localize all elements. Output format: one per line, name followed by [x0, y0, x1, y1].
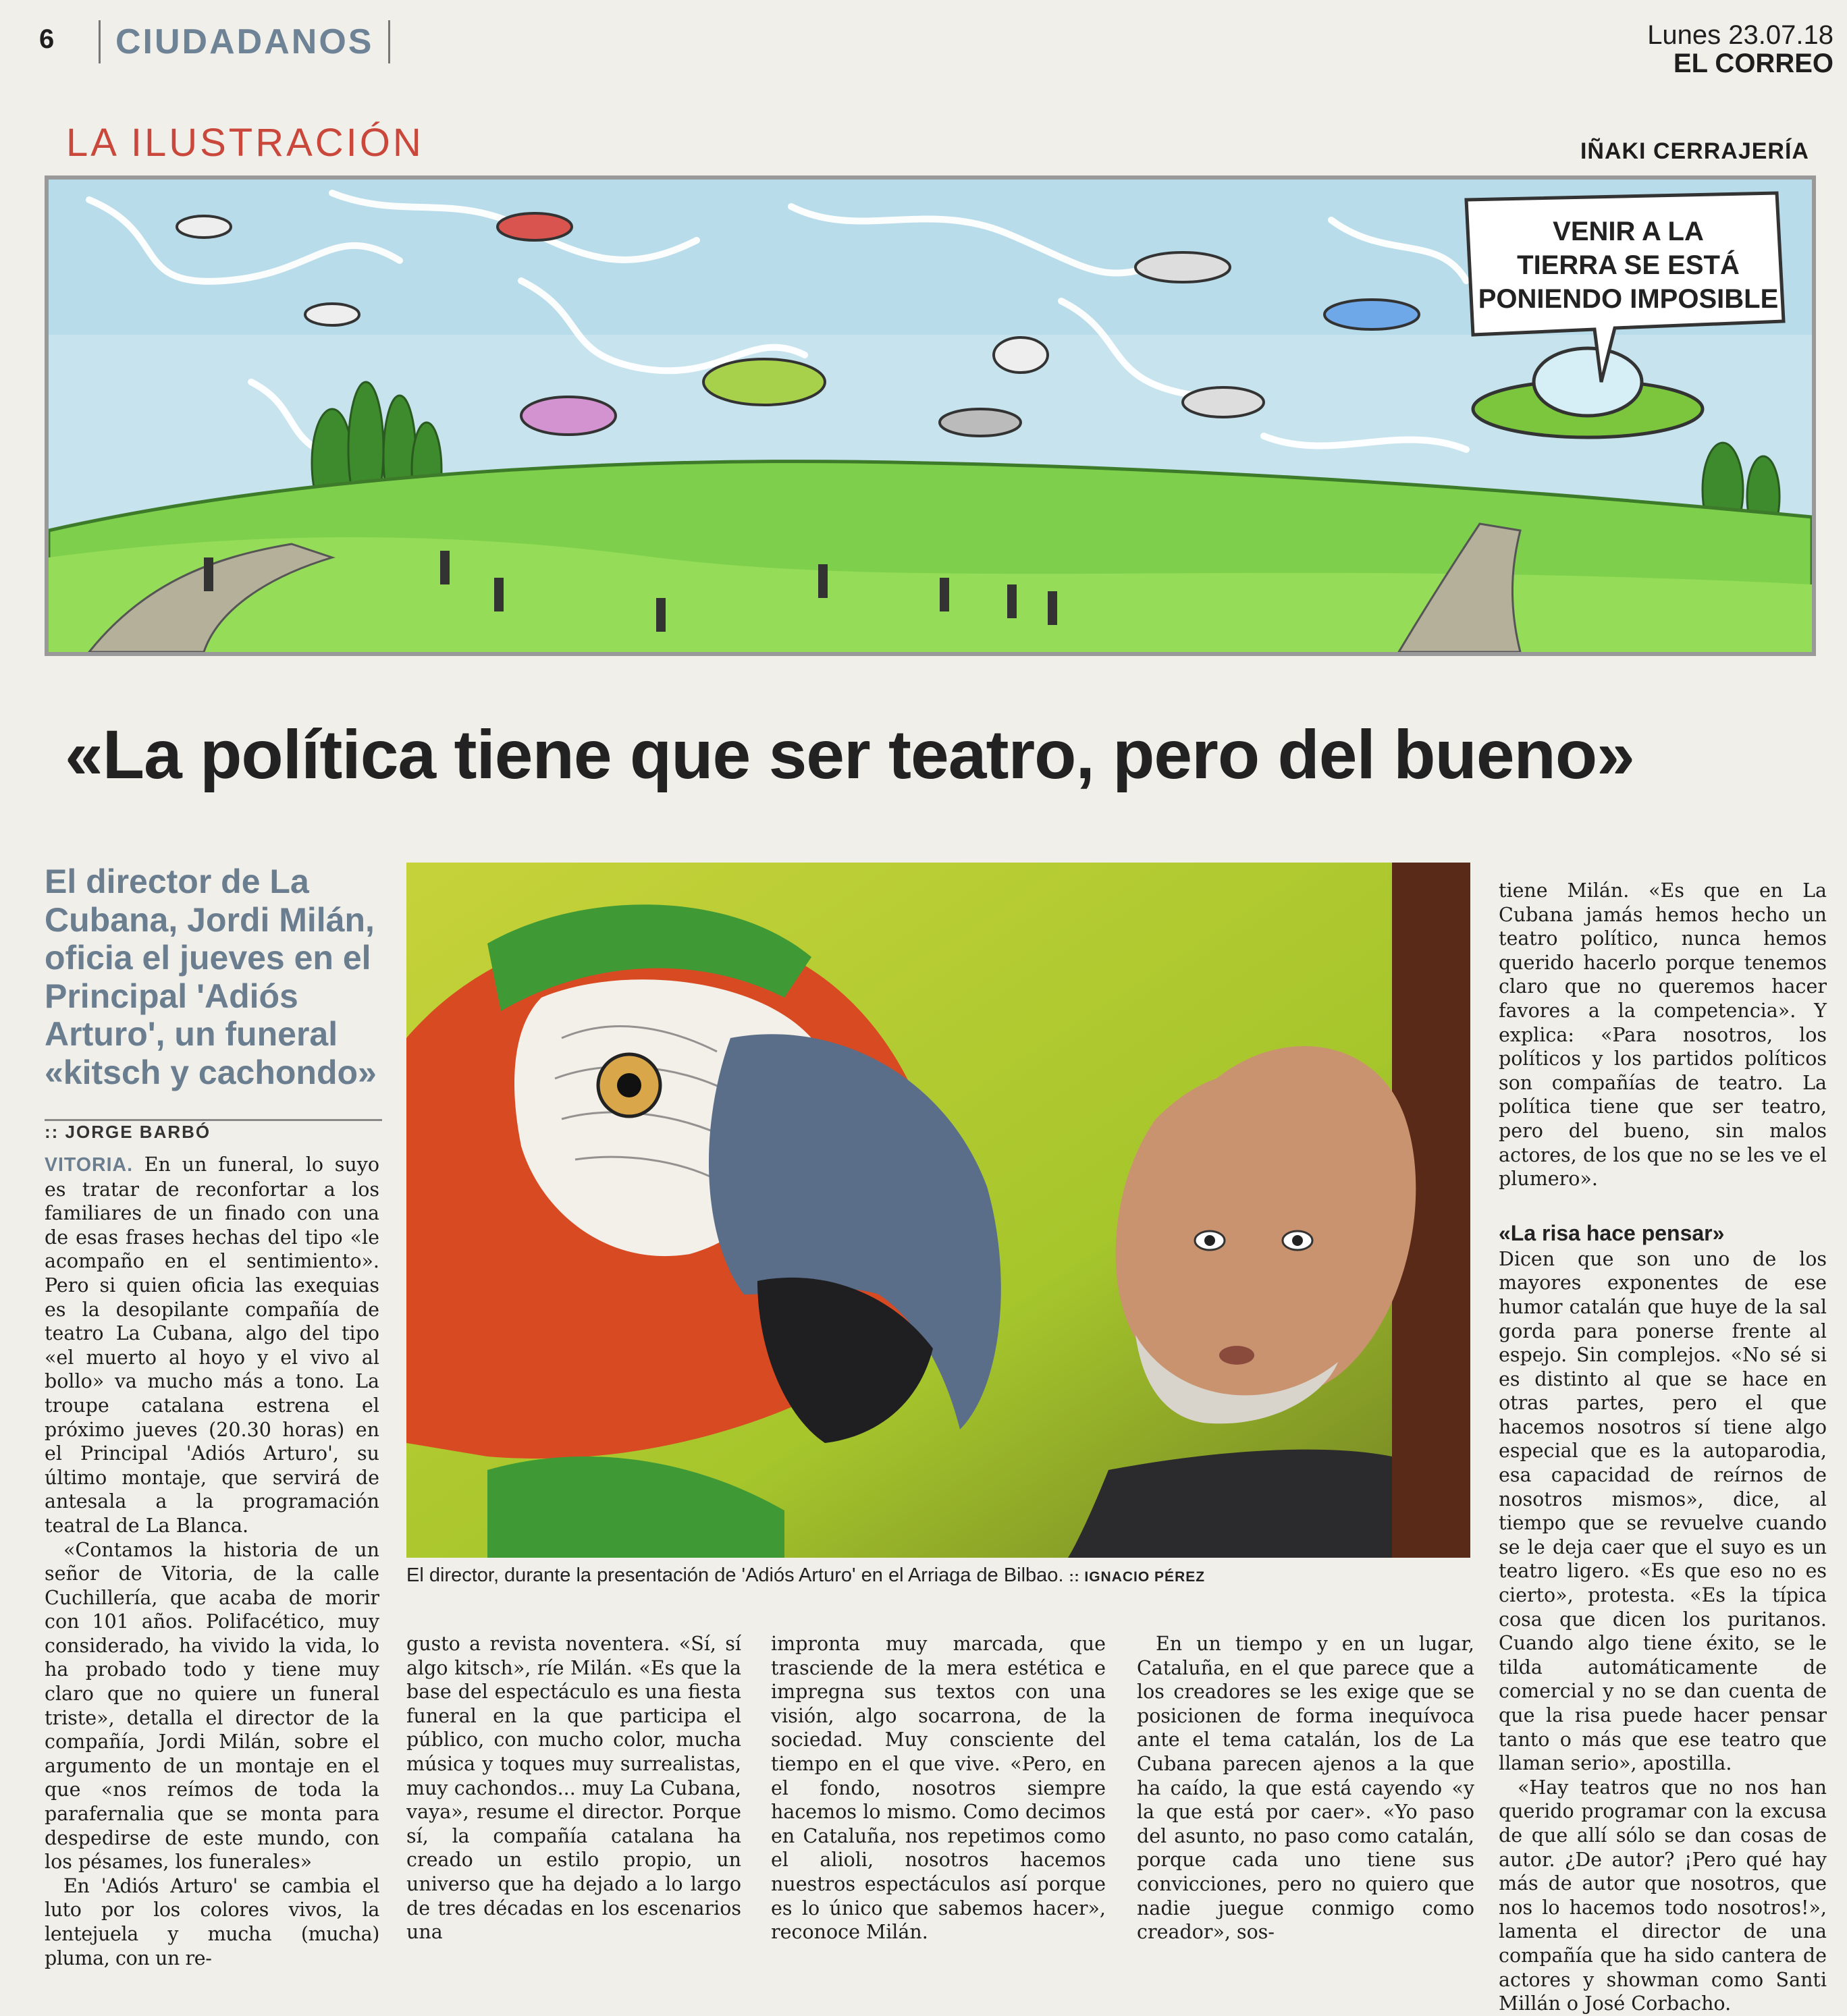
issue-date: Lunes 23.07.18 [1647, 20, 1833, 50]
byline: :: JORGE BARBÓ [45, 1122, 211, 1142]
speech-line-3: PONIENDO IMPOSIBLE [1478, 284, 1779, 314]
article-column-5 [1499, 879, 1827, 2016]
page-number: 6 [39, 24, 55, 54]
article-column-2 [406, 1632, 741, 1944]
paragraph: impronta muy marcada, que trasciende de la mera estética e impregna sus textos con una visión, algo socarrona, de la sociedad. Muy consciente del tiempo en el que vive. «Pero, en el fondo, nosotros siempre hacemos lo mismo. Como decimos en Cataluña, nos repetimos como el alioli, nosotros hacemos nuestros espectáculos así porque es lo único que sabemos hacer», reconoce Milán. [771, 1633, 1106, 1944]
paragraph: VITORIA. En un funeral, lo suyo es tratar de reconfortar a los familiares de un finado con una de esas frases hechas del tipo «le acompaño en el sentimiento». Pero si quien oficia las exequias es la desopilante compañía de teatro La Cubana, algo del tipo «el muerto al hoyo y el vivo al bollo» va mucho más a tono. La troupe catalana estrena el próximo jueves (20.30 horas) en el Principal 'Adiós Arturo', su último montaje, que servirá de antesala a la programación teatral de La Blanca. [45, 1153, 379, 1537]
paragraph: tiene Milán. «Es que en La Cubana jamás hemos hecho un teatro político, nunca hemos querido hacerlo porque tenemos claro que no queremos hacer favores a la competencia». Y explica: «Para nosotros, los políticos y los partidos políticos son compañías de teatro. La política tiene que ser teatro, pero del bueno, sin malos actores, de los que no se les ve el plumero». [1499, 879, 1827, 1191]
newspaper-name: EL CORREO [1673, 49, 1833, 78]
cartoon-drawing [49, 180, 1812, 652]
dateline: VITORIA. [45, 1154, 133, 1176]
paragraph: «Contamos la historia de un señor de Vitoria, de la calle Cuchillería, que acaba de morir con 101 años. Polifacético, muy considerado, ha vivido la vida, lo ha probado todo y tiene muy claro que no quiere un funeral triste», detalla el director de la compañía, Jordi Milán, sobre el argumento de un montaje en el que «nos reímos de toda la parafernalia que se monta para despedirse de este mundo, con los pésames, los funerales» [45, 1538, 379, 1874]
illustration-kicker: LA ILUSTRACIÓN [66, 121, 424, 165]
paragraph: En 'Adiós Arturo' se cambia el luto por los colores vivos, la lentejuela y mucha (mucha) pluma, con un re- [45, 1874, 379, 1969]
photo-caption: El director, durante la presentación de 'Adiós Arturo' en el Arriaga de Bilbao. :: IGNACIO PÉREZ [406, 1564, 1206, 1586]
crosshead: «La risa hace pensar» [1499, 1220, 1725, 1245]
section-title: CIUDADANOS [115, 22, 374, 61]
headline: «La política tiene que ser teatro, pero del bueno» [65, 716, 1634, 793]
article-column-1 [45, 1153, 379, 1970]
illustrator-credit: IÑAKI CERRAJERÍA [1580, 138, 1809, 164]
photo-parrot-and-director [406, 863, 1470, 1558]
article-column-3 [771, 1632, 1106, 1944]
speech-line-1: VENIR A LA [1553, 217, 1704, 246]
article-column-4 [1137, 1632, 1474, 1944]
paragraph: «Hay teatros que no nos han querido programar con la excusa de que allí sólo se dan cosas de autor. ¿De autor? ¡Pero qué hay más de autor que nosotros, que nos lo hacemos todo nosotros!», lamenta el director de una compañía que ha sido cantera de actores y showman como Santi Millán o José Corbacho. [1499, 1776, 1827, 2015]
byline-rule [45, 1119, 382, 1121]
speech-line-2: TIERRA SE ESTÁ [1517, 250, 1740, 280]
paragraph: gusto a revista noventera. «Sí, sí algo kitsch», ríe Milán. «Es que la base del espectáculo es una fiesta funeral en la que participa el público, con mucho color, mucha música y toques muy surrealistas, muy cachondos... muy La Cubana, vaya», resume el director. Porque sí, la compañía catalana ha creado un estilo propio, un universo que ha dejado a lo largo de tres décadas en los escenarios una [406, 1633, 741, 1944]
subheadline: El director de La Cubana, Jordi Milán, oficia el jueves en el Principal 'Adiós Arturo', un funeral «kitsch y cachondo» [45, 863, 377, 1091]
cartoon-illustration [45, 175, 1816, 656]
paragraph: Dicen que son uno de los mayores exponentes de ese humor catalán que huye de la sal gorda para ponerse frente al espejo. Sin complejos. «No sé si es distinto al que se hace en otras partes, pero el que hacemos nosotros sí tiene algo especial que es la autoparodia, esa capacidad de reírnos de nosotros mismos», dice, al tiempo que se revuelve cuando se le deja caer que el suyo es un teatro ligero. «Es que eso no es cierto», protesta. «Es la típica cosa que dicen los puritanos. Cuando algo tiene éxito, se le tilda automáticamente de comercial y no se dan cuenta de que la risa puede hacer pensar tanto o más que ese teatro que llaman serio», apostilla. [1499, 1247, 1827, 1775]
article-photo [406, 863, 1470, 1558]
photo-credit: :: IGNACIO PÉREZ [1069, 1569, 1206, 1585]
section-bar [99, 20, 390, 63]
paragraph: En un tiempo y en un lugar, Cataluña, en el que parece que a los creadores se les exige que se posicionen de forma inequívoca ante el tema catalán, los de La Cubana parecen ajenos a la que ha caído, la que está cayendo «y la que está por caer». «Yo paso del asunto, no paso como catalán, porque cada uno tiene sus convicciones, pero no quiero que nadie juegue conmigo como creador», sos- [1137, 1633, 1474, 1944]
